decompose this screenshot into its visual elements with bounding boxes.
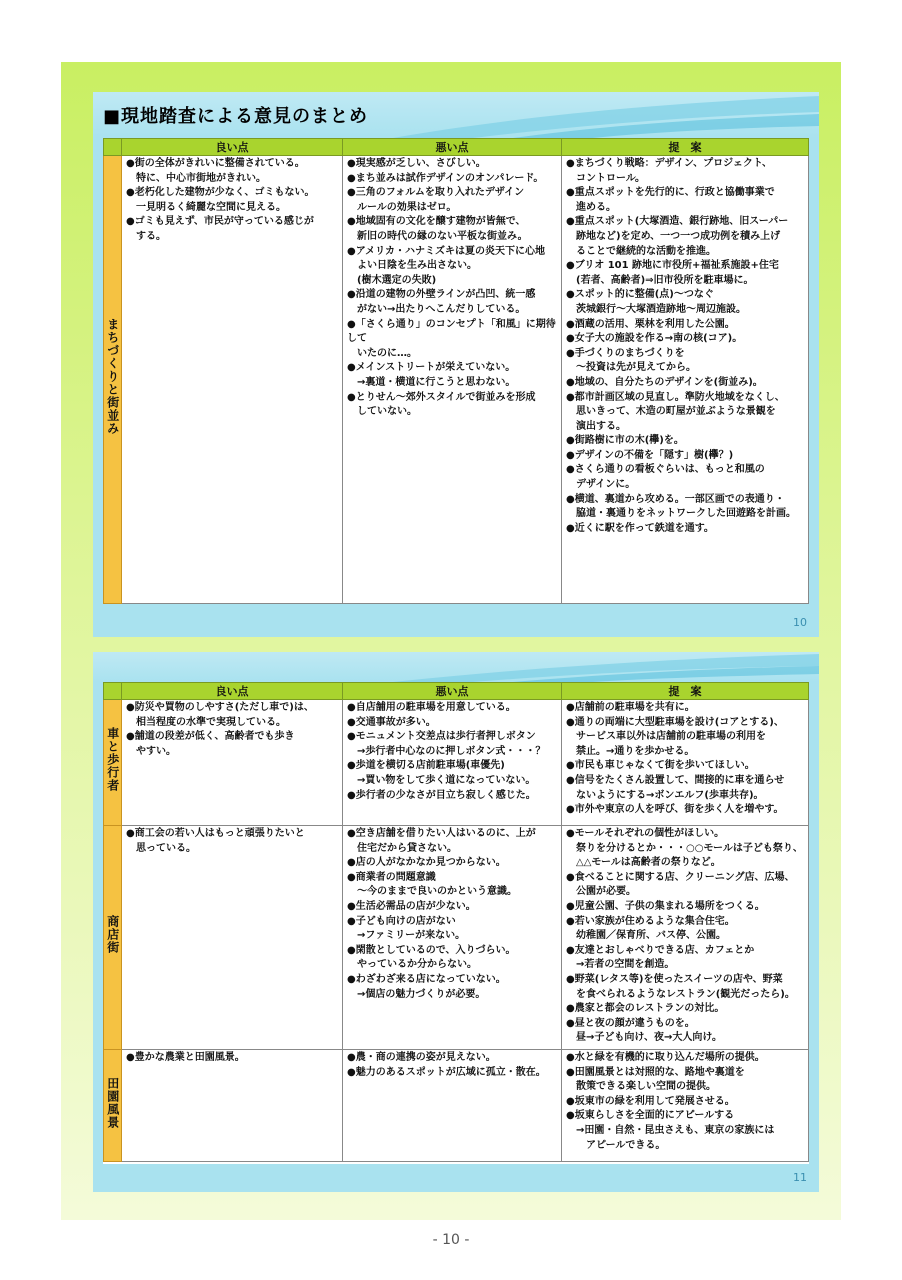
list-item: ●友達とおしゃべりできる店、カフェとか →若者の空間を創造。	[566, 944, 755, 971]
table-row	[104, 826, 809, 1050]
list-item: ●ブリオ 101 跡地に市役所+福祉系施設+住宅 (若者、高齢者)⇒旧市役所を駐車場に。	[566, 260, 779, 286]
good-list	[126, 157, 339, 245]
list-item: ●自店舗用の駐車場を用意している。	[347, 702, 516, 713]
list-item: ●近くに駅を作って鉄道を通す。	[566, 522, 714, 534]
proposal-list	[566, 701, 805, 818]
table-row	[104, 700, 809, 826]
list-item: ●手づくりのまちづくりを ～投資は先が見えてから。	[566, 347, 696, 374]
list-item: ●閑散としているので、入りづらい。 やっているか分からない。	[347, 944, 516, 971]
list-item: ●横道、裏道から攻める。一部区画での表通り・ 脇道・裏通りをネットワークした回遊路を計画。	[566, 493, 796, 520]
list-item: ●農家と都会のレストランの対比。	[566, 1003, 725, 1015]
proposal-list	[566, 157, 805, 536]
section-title: ■現地踏査による意見のまとめ	[103, 106, 369, 127]
list-item: ●空き店舗を借りたい人はいるのに、上が 住宅だから貸さない。	[347, 828, 536, 854]
table-area	[103, 682, 809, 1164]
good-list	[126, 701, 339, 759]
proposal-header: 提 案	[562, 139, 809, 156]
category-cell	[104, 700, 122, 826]
bad-list	[347, 157, 558, 420]
list-item: ●沿道の建物の外壁ラインが凸凹、統一感 がない→出たりへこんだりしている。	[347, 289, 536, 315]
list-item: ●デザインの不備を「隠す」樹(欅？)	[566, 449, 734, 461]
wave-decoration	[93, 652, 819, 682]
list-item: ●店舗前の駐車場を共有に。	[566, 702, 695, 713]
page-footer: - 10 -	[432, 1232, 470, 1248]
bad-list	[347, 827, 558, 1002]
list-item: ●街路樹に市の木(欅)を。	[566, 435, 684, 447]
list-item: ●田園風景とは対照的な、路地や裏道を 散策できる楽しい空間の提供。	[566, 1066, 745, 1093]
list-item: ●とりせん～郊外スタイルで街並みを形成 していない。	[347, 391, 536, 418]
list-item: ●農・商の連携の姿が見えない。	[347, 1052, 496, 1063]
list-item: ●歩道を横切る店前駐車場(車優先) →買い物をして歩く道になっていない。	[347, 760, 536, 786]
list-item: ●食べることに関する店、クリーニング店、広場、 公園が必要。	[566, 871, 795, 898]
list-item: ●市民も車じゃなくて街を歩いてほしい。	[566, 760, 755, 772]
opinion-table	[103, 138, 809, 604]
list-item: ●まち並みは試作デザインのオンパレード。	[347, 172, 544, 184]
list-item: ●アメリカ・ハナミズキは夏の炎天下に心地 よい日陰を生み出さない。 (樹木選定の失敗)	[347, 245, 546, 286]
bad-list	[347, 701, 558, 803]
proposal-header: 提 案	[562, 683, 809, 700]
category-label: 車と歩行者	[105, 727, 120, 793]
list-item: ●都市計画区域の見直し。準防火地域をなくし、 思いきって、木造の町屋が並ぶような景観を 演出する。	[566, 391, 785, 432]
list-item: ●まちづくり戦略：デザイン、プロジェクト、 コントロール。	[566, 158, 773, 184]
table-row	[104, 1050, 809, 1162]
category-label: 田園風景	[105, 1076, 120, 1129]
list-item: ●信号をたくさん設置して、間接的に車を通らせ ないようにする→ボンエルフ(歩車共存)。	[566, 774, 785, 801]
list-item: ●魅力のあるスポットが広域に孤立・散在。	[347, 1066, 546, 1078]
opinion-table	[103, 682, 809, 1162]
table-row	[104, 156, 809, 604]
good-points-header: 良い点	[122, 683, 343, 700]
slide-page-number: 11	[793, 1171, 807, 1184]
list-item: ●子ども向けの店がない →ファミリーが来ない。	[347, 915, 466, 942]
panel-header	[93, 92, 819, 138]
list-item: ●モールそれぞれの個性がほしい。 祭りを分けるとか・・・○○モールは子ども祭り、 △△モールは高齢者の祭りなど。	[566, 828, 803, 869]
bad-cell	[343, 156, 562, 604]
list-item: ●地域の、自分たちのデザインを(街並み)。	[566, 376, 763, 388]
list-item: ●坂東らしさを全面的にアピールする →田園・自然・昆虫さえも、東京の家族には アピールできる。	[566, 1110, 775, 1151]
list-item: ●児童公園、子供の集まれる場所をつくる。	[566, 900, 765, 912]
list-item: ●歩行者の少なさが目立ち寂しく感じた。	[347, 789, 536, 801]
proposal-cell	[562, 156, 809, 604]
list-item: ●酒蔵の活用、栗林を利用した公園。	[566, 318, 735, 330]
bad-list	[347, 1051, 558, 1080]
list-item: ●通りの両端に大型駐車場を設け(コアとする)、 サービス車以外は店舗前の駐車場の利用を 禁止。→通りを歩かせる。	[566, 716, 784, 757]
slide-page-number: 10	[793, 616, 807, 629]
category-cell	[104, 826, 122, 1050]
list-item: ●メインストリートが栄えていない。 →裏道・横道に行こうと思わない。	[347, 362, 516, 388]
list-item: ●若い家族が住めるような集合住宅。 幼稚園／保育所、バス停、公園。	[566, 915, 735, 942]
list-item: ●地域固有の文化を醸す建物が皆無で、 新旧の時代の縁のない平板な街並み。	[347, 216, 528, 242]
list-item: ●わざわざ来る店になっていない。 →個店の魅力づくりが必要。	[347, 973, 506, 1000]
list-item: ●交通事故が多い。	[347, 716, 436, 728]
list-item: ●「さくら通り」のコンセプト「和風」に期待して いたのに…。	[347, 318, 556, 359]
table-header-row	[104, 683, 809, 700]
proposal-cell	[562, 1050, 809, 1162]
bad-points-header: 悪い点	[343, 683, 562, 700]
bad-points-header: 悪い点	[343, 139, 562, 156]
category-label: 商店街	[105, 915, 120, 955]
category-header	[104, 683, 122, 700]
list-item: ●豊かな農業と田園風景。	[126, 1052, 245, 1063]
bad-cell	[343, 826, 562, 1050]
list-item: ●市外や東京の人を呼び、街を歩く人を増やす。	[566, 804, 784, 816]
slide-panel-1	[93, 92, 819, 637]
proposal-list	[566, 1051, 805, 1153]
proposal-cell	[562, 826, 809, 1050]
list-item: ●街の全体がきれいに整備されている。 特に、中心市街地がきれい。	[126, 158, 305, 184]
proposal-cell	[562, 700, 809, 826]
good-list	[126, 1051, 339, 1066]
list-item: ●スポット的に整備(点)～つなぐ 茨城銀行～大塚酒造跡地～周辺施設。	[566, 289, 746, 315]
proposal-list	[566, 827, 805, 1046]
table-header-row	[104, 139, 809, 156]
category-label: まちづくりと街並み	[105, 318, 120, 436]
list-item: ●現実感が乏しい、さびしい。	[347, 158, 486, 169]
list-item: ●商工会の若い人はもっと頑張りたいと 思っている。	[126, 828, 305, 854]
panel-header	[93, 652, 819, 682]
bad-cell	[343, 1050, 562, 1162]
list-item: ●重点スポットを先行的に、行政と協働事業で 進める。	[566, 187, 775, 213]
list-item: ●女子大の施設を作る→南の核(コア)。	[566, 333, 743, 345]
good-list	[126, 827, 339, 856]
list-item: ●店の人がなかなか見つからない。	[347, 857, 506, 869]
list-item: ●水と緑を有機的に取り込んだ場所の提供。	[566, 1052, 765, 1063]
good-points-header: 良い点	[122, 139, 343, 156]
list-item: ●昼と夜の顔が違うものを。 昼→子ども向け、夜→大人向け。	[566, 1017, 722, 1044]
category-cell	[104, 156, 122, 604]
list-item: ●モニュメント交差点は歩行者押しボタン →歩行者中心なのに押しボタン式・・・？	[347, 731, 546, 757]
good-cell	[122, 700, 343, 826]
list-item: ●三角のフォルムを取り入れたデザイン ルールの効果はゼロ。	[347, 187, 525, 213]
list-item: ●重点スポット(大塚酒造、銀行跡地、旧スーパー 跡地など)を定め、一つ一つ成功例を積み上げ ることで継続的な活動を推進。	[566, 216, 789, 257]
slide-panel-2	[93, 652, 819, 1192]
list-item: ●ゴミも見えず、市民が守っている感じが する。	[126, 216, 314, 242]
table-area	[103, 138, 809, 604]
good-cell	[122, 826, 343, 1050]
list-item: ●老朽化した建物が少なく、ゴミもない。 一見明るく綺麗な空間に見える。	[126, 187, 315, 213]
list-item: ●生活必需品の店が少ない。	[347, 900, 476, 912]
good-cell	[122, 156, 343, 604]
list-item: ●防災や買物のしやすさ(ただし車で)は、 相当程度の水準で実現している。	[126, 702, 314, 728]
category-cell	[104, 1050, 122, 1162]
list-item: ●さくら通りの看板ぐらいは、もっと和風の デザインに。	[566, 464, 765, 491]
list-item: ●坂東市の緑を利用して発展させる。	[566, 1095, 735, 1107]
list-item: ●野菜(レタス等)を使ったスイーツの店や、野菜 を食べられるようなレストラン(観光だったら)。	[566, 973, 795, 1000]
list-item: ●商業者の問題意識 ～今のままで良いのかという意識。	[347, 871, 517, 898]
category-header	[104, 139, 122, 156]
bad-cell	[343, 700, 562, 826]
good-cell	[122, 1050, 343, 1162]
list-item: ●舗道の段差が低く、高齢者でも歩き やすい。	[126, 731, 295, 757]
